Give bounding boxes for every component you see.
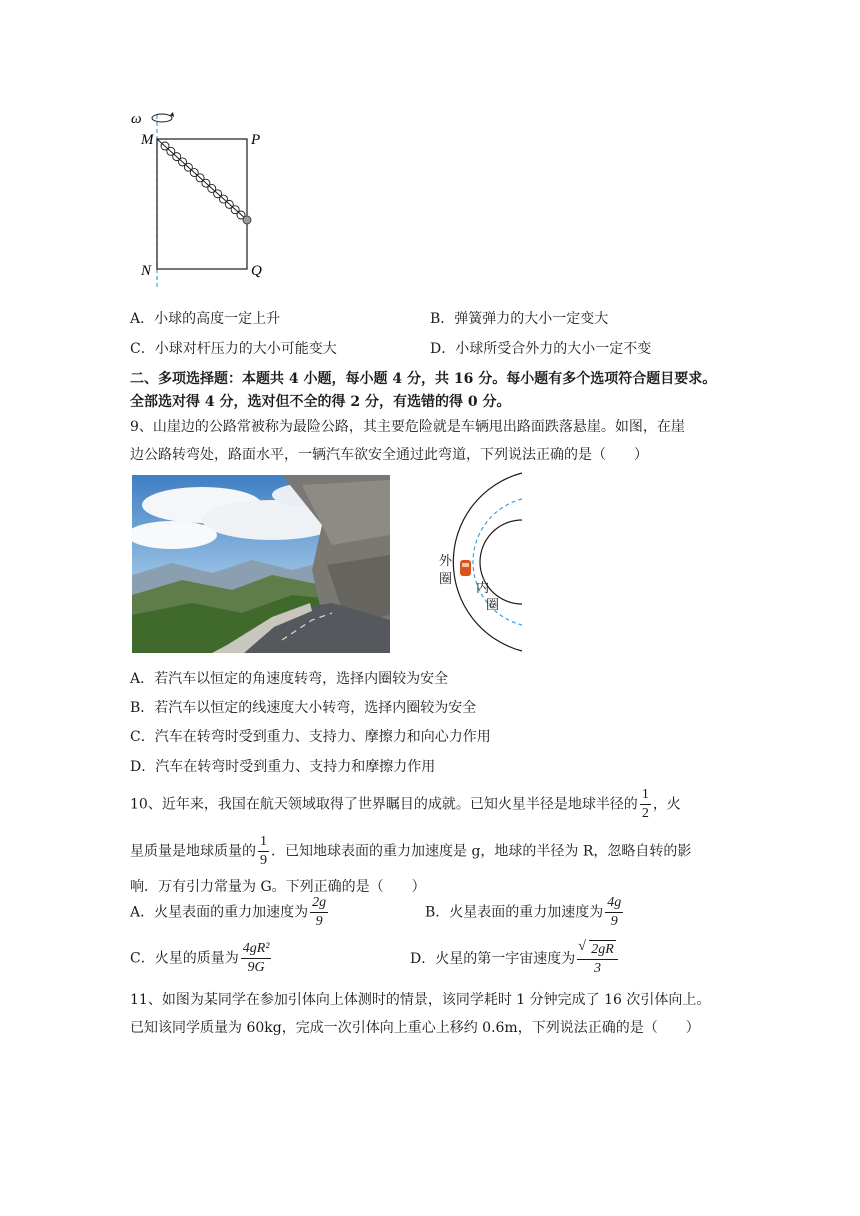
cliff-road-photo xyxy=(132,475,390,653)
label-q: Q xyxy=(251,263,262,279)
q9-stem-line2: 边公路转弯处，路面水平，一辆汽车欲安全通过此弯道，下列说法正确的是（ ） xyxy=(130,447,648,463)
svg-text:圈: 圈 xyxy=(439,571,453,586)
q9-option-a: A．若汽车以恒定的角速度转弯，选择内圈较为安全 xyxy=(130,671,449,687)
rotating-frame-figure xyxy=(125,105,275,290)
fraction-ninth: $\frac{1}{9}$ xyxy=(260,834,267,868)
q11-stem-line2: 已知该同学质量为 60kg，完成一次引体向上重心上移约 0.6m，下列说法正确的是（ ） xyxy=(130,1020,700,1036)
label-m: M xyxy=(141,132,154,148)
q10-stem-line2: 星质量是地球质量的 $\frac{1}{9}$ ．已知地球表面的重力加速度是 g，地球的半径为 R，忽略自转的影 xyxy=(130,834,692,868)
q10-option-d: D．火星的第一宇宙速度为 √ $\frac{2gR}{3}$ xyxy=(410,940,620,978)
car-icon xyxy=(460,560,471,576)
label-p: P xyxy=(251,132,261,148)
curve-lanes-diagram xyxy=(420,470,525,655)
q8-option-d: D．小球所受合外力的大小一定不变 xyxy=(430,341,652,357)
svg-text:外: 外 xyxy=(439,553,453,568)
q10-stem-line1: 10、近年来，我国在航天领域取得了世界瞩目的成就。已知火星半径是地球半径的 $\frac{1}{2}$ ，火 xyxy=(130,787,681,821)
q10-option-b: B．火星表面的重力加速度为 $\frac{4g}{9}$ xyxy=(425,895,622,929)
q10-option-c: C．火星的质量为 $\frac{\text{4gR²}}{9G}$ xyxy=(130,941,270,975)
q11-stem-line1: 11、如图为某同学在参加引体向上体测时的情景，该同学耗时 1 分钟完成了 16 次引体向上。 xyxy=(130,992,711,1008)
q9-option-c: C．汽车在转弯时受到重力、支持力、摩擦力和向心力作用 xyxy=(130,729,491,745)
q8-option-c: C．小球对杆压力的大小可能变大 xyxy=(130,341,337,357)
label-n: N xyxy=(141,263,152,279)
fraction-half: $\frac{1}{2}$ xyxy=(641,787,649,821)
svg-text:圈: 圈 xyxy=(486,597,500,612)
section2-heading-line1: 二、多项选择题：本题共 4 小题，每小题 4 分，共 16 分。每小题有多个选项符合题目要求。 xyxy=(130,371,717,387)
svg-text:内: 内 xyxy=(476,580,490,595)
q9-option-b: B．若汽车以恒定的线速度大小转弯，选择内圈较为安全 xyxy=(130,700,477,716)
section2-heading-line2: 全部选对得 4 分，选对但不全的得 2 分，有选错的得 0 分。 xyxy=(130,394,511,410)
omega-label: ω xyxy=(131,111,142,127)
q10-option-a: A．火星表面的重力加速度为 $\frac{2g}{9}$ xyxy=(130,895,327,929)
q8-option-b: B．弹簧弹力的大小一定变大 xyxy=(430,311,609,327)
q9-option-d: D．汽车在转弯时受到重力、支持力和摩擦力作用 xyxy=(130,759,436,775)
q10-stem-line3: 响．万有引力常量为 G。下列正确的是（ ） xyxy=(130,879,426,895)
q9-stem-line1: 9、山崖边的公路常被称为最险公路，其主要危险就是车辆甩出路面跌落悬崖。如图，在崖 xyxy=(130,419,685,435)
q8-option-a: A．小球的高度一定上升 xyxy=(130,311,281,327)
